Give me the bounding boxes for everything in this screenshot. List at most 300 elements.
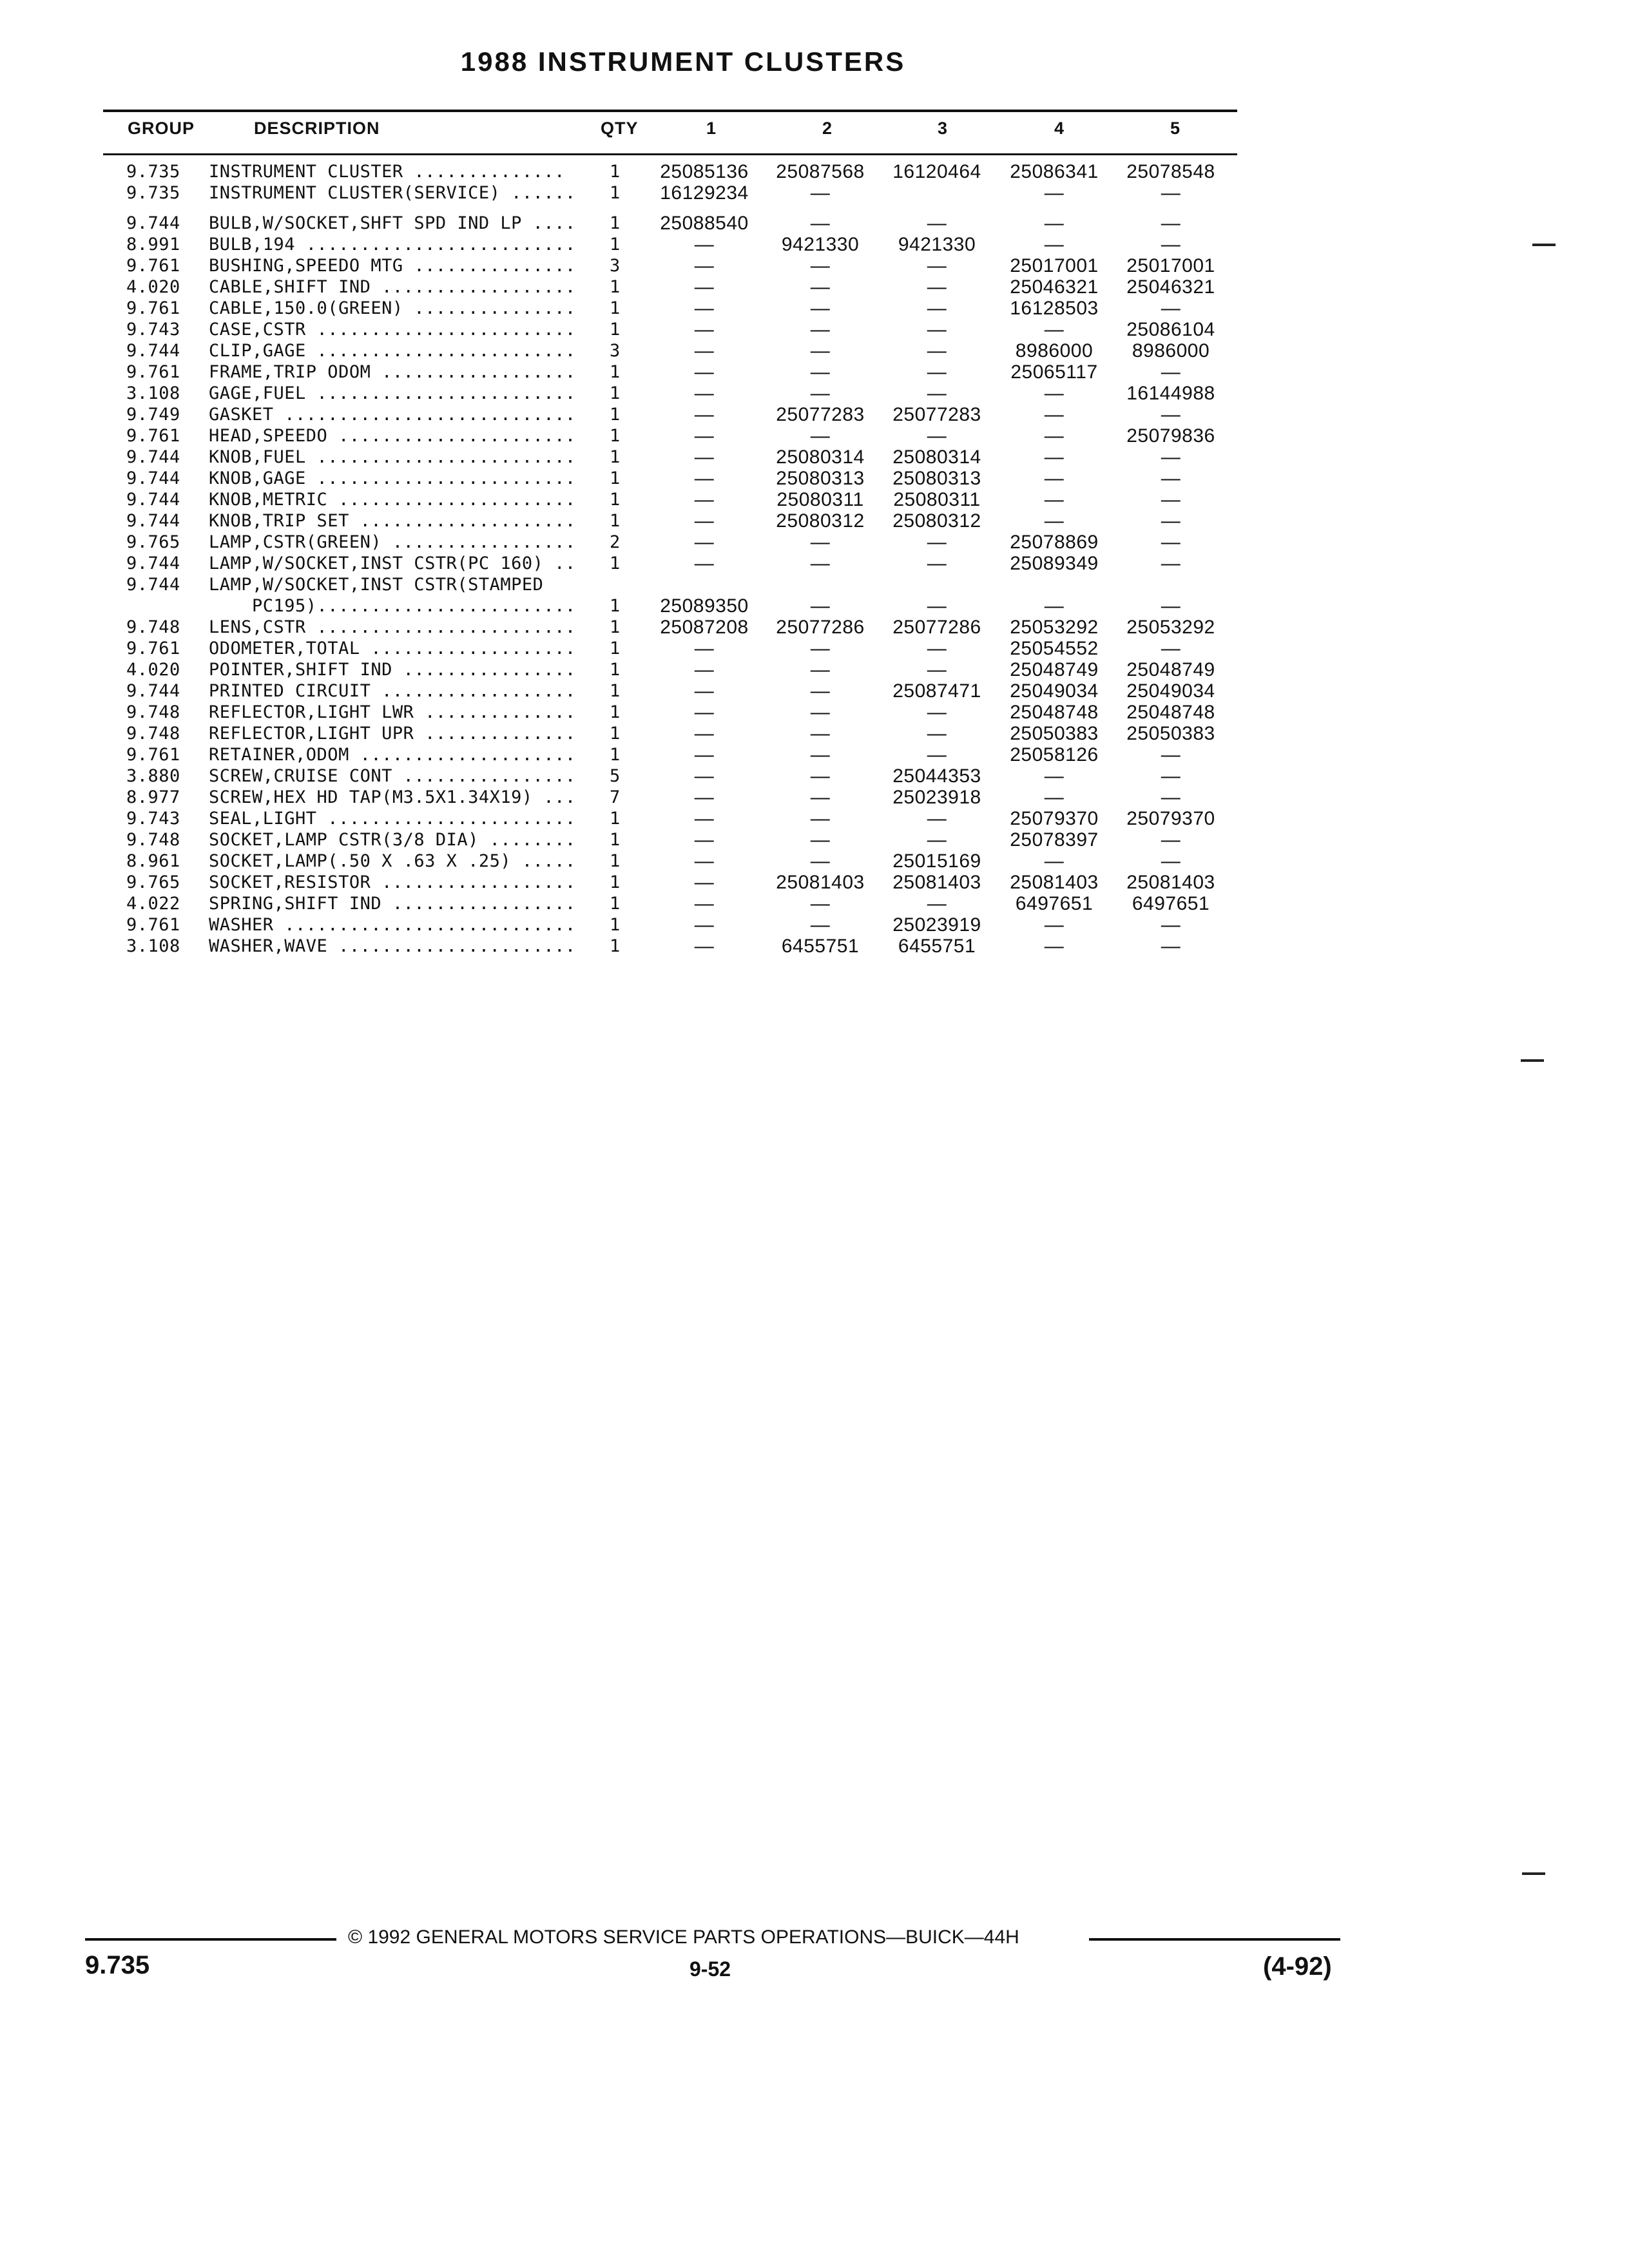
- qty-cell: 1: [610, 383, 621, 403]
- footer-page-number: 9-52: [689, 1957, 731, 1981]
- part-number-dash: —: [1044, 319, 1065, 340]
- description-cell: PRINTED CIRCUIT ..................: [209, 681, 576, 701]
- qty-cell: 1: [610, 724, 621, 744]
- part-number-cell: 25081403: [1126, 872, 1215, 893]
- part-number-dash: —: [927, 340, 947, 361]
- part-number-dash: —: [927, 595, 947, 617]
- part-number-dash: —: [1161, 361, 1181, 383]
- footer-date: (4-92): [1263, 1952, 1332, 1981]
- description-cell: RETAINER,ODOM ....................: [209, 745, 576, 765]
- table-row: [0, 213, 1629, 234]
- qty-cell: 1: [610, 660, 621, 680]
- header-top-rule: [103, 110, 1237, 112]
- part-number-cell: 25078548: [1126, 161, 1215, 182]
- part-number-cell: 25048749: [1010, 659, 1099, 680]
- description-cell: LAMP,CSTR(GREEN) .................: [209, 532, 576, 552]
- part-number-cell: 9421330: [781, 234, 860, 255]
- part-number-dash: —: [694, 659, 715, 680]
- part-number-cell: 16144988: [1126, 383, 1215, 404]
- qty-cell: 3: [610, 341, 621, 361]
- part-number-dash: —: [810, 298, 831, 319]
- group-cell: 9.744: [126, 213, 180, 233]
- part-number-dash: —: [1161, 234, 1181, 255]
- part-number-dash: —: [810, 829, 831, 850]
- qty-cell: 1: [610, 213, 621, 233]
- description-cell: KNOB,TRIP SET ....................: [209, 511, 576, 531]
- group-cell: 8.991: [126, 235, 180, 255]
- group-cell: 4.020: [126, 660, 180, 680]
- description-cell: BULB,W/SOCKET,SHFT SPD IND LP ....: [209, 213, 576, 233]
- description-cell: LAMP,W/SOCKET,INST CSTR(PC 160) ..: [209, 553, 576, 573]
- part-number-cell: 25023919: [892, 914, 981, 936]
- col-header-qty: QTY: [601, 119, 639, 138]
- part-number-cell: 25015169: [892, 850, 981, 872]
- part-number-dash: —: [810, 680, 831, 702]
- part-number-dash: —: [694, 340, 715, 361]
- description-cell: REFLECTOR,LIGHT LWR ..............: [209, 702, 576, 722]
- col-header-description: DESCRIPTION: [254, 119, 380, 138]
- group-cell: 9.765: [126, 532, 180, 552]
- group-cell: 9.735: [126, 162, 180, 182]
- part-number-dash: —: [694, 850, 715, 872]
- description-cell: INSTRUMENT CLUSTER(SERVICE) ......: [209, 183, 576, 203]
- part-number-dash: —: [694, 298, 715, 319]
- group-cell: 3.108: [126, 936, 180, 956]
- part-number-cell: 25049034: [1126, 680, 1215, 702]
- margin-mark: [1522, 1872, 1545, 1875]
- group-cell: 9.765: [126, 872, 180, 892]
- footer-copyright: © 1992 GENERAL MOTORS SERVICE PARTS OPERATIONS—BUICK—44H: [348, 1927, 1019, 1948]
- part-number-dash: —: [810, 595, 831, 617]
- qty-cell: 1: [610, 745, 621, 765]
- part-number-dash: —: [694, 255, 715, 276]
- part-number-cell: 25080313: [776, 468, 865, 489]
- table-row: [0, 182, 1629, 204]
- group-cell: 9.761: [126, 298, 180, 318]
- part-number-cell: 16120464: [892, 161, 981, 182]
- part-number-dash: —: [927, 638, 947, 659]
- part-number-dash: —: [810, 553, 831, 574]
- description-cell: INSTRUMENT CLUSTER ..............: [209, 162, 565, 182]
- part-number-cell: 25086341: [1010, 161, 1099, 182]
- part-number-dash: —: [1161, 404, 1181, 425]
- part-number-cell: 25077286: [892, 617, 981, 638]
- part-number-dash: —: [810, 765, 831, 787]
- row-spacer: [0, 204, 1629, 213]
- part-number-dash: —: [1161, 595, 1181, 617]
- part-number-cell: 6455751: [898, 936, 976, 957]
- group-cell: 3.108: [126, 383, 180, 403]
- part-number-cell: 8986000: [1132, 340, 1210, 361]
- part-number-cell: 25080314: [892, 447, 981, 468]
- part-number-cell: 25087208: [660, 617, 749, 638]
- part-number-dash: —: [1161, 638, 1181, 659]
- part-number-cell: 8986000: [1015, 340, 1094, 361]
- qty-cell: 1: [610, 830, 621, 850]
- part-number-cell: 25058126: [1010, 744, 1099, 765]
- table-row: [0, 425, 1629, 447]
- part-number-dash: —: [927, 893, 947, 914]
- part-number-dash: —: [694, 468, 715, 489]
- group-cell: 9.744: [126, 511, 180, 531]
- qty-cell: 1: [610, 702, 621, 722]
- qty-cell: 1: [610, 405, 621, 425]
- part-number-dash: —: [810, 532, 831, 553]
- part-number-cell: 6497651: [1132, 893, 1210, 914]
- group-cell: 9.743: [126, 809, 180, 829]
- description-cell: GASKET ...........................: [209, 405, 576, 425]
- qty-cell: 1: [610, 596, 621, 616]
- description-cell: SOCKET,LAMP CSTR(3/8 DIA) ........: [209, 830, 576, 850]
- part-number-dash: —: [927, 659, 947, 680]
- part-number-dash: —: [810, 808, 831, 829]
- group-cell: 9.744: [126, 447, 180, 467]
- part-number-dash: —: [810, 744, 831, 765]
- part-number-dash: —: [694, 893, 715, 914]
- part-number-cell: 25050383: [1126, 723, 1215, 744]
- part-number-cell: 16129234: [660, 182, 749, 204]
- part-number-dash: —: [927, 425, 947, 447]
- part-number-dash: —: [810, 638, 831, 659]
- part-number-dash: —: [1044, 447, 1065, 468]
- description-cell: SOCKET,RESISTOR ..................: [209, 872, 576, 892]
- qty-cell: 1: [610, 362, 621, 382]
- part-number-cell: 25089350: [660, 595, 749, 617]
- col-header-group: GROUP: [128, 119, 195, 138]
- group-cell: 9.761: [126, 256, 180, 276]
- part-number-dash: —: [694, 744, 715, 765]
- header-bottom-rule: [103, 153, 1237, 155]
- part-number-cell: 6497651: [1015, 893, 1094, 914]
- table-row: [0, 659, 1629, 680]
- part-number-dash: —: [927, 553, 947, 574]
- description-cell: CABLE,150.0(GREEN) ...............: [209, 298, 576, 318]
- qty-cell: 1: [610, 426, 621, 446]
- part-number-dash: —: [694, 532, 715, 553]
- part-number-cell: 25081403: [776, 872, 865, 893]
- footer-rule-right: [1089, 1938, 1340, 1941]
- part-number-dash: —: [1161, 213, 1181, 234]
- part-number-dash: —: [694, 319, 715, 340]
- qty-cell: 1: [610, 490, 621, 510]
- table-row: [0, 447, 1629, 468]
- part-number-dash: —: [927, 361, 947, 383]
- qty-cell: 1: [610, 468, 621, 488]
- table-row: [0, 553, 1629, 574]
- group-cell: 9.744: [126, 575, 180, 595]
- part-number-dash: —: [927, 213, 947, 234]
- group-cell: 9.761: [126, 639, 180, 658]
- table-row: [0, 936, 1629, 957]
- col-header-3: 3: [938, 119, 949, 138]
- qty-cell: 1: [610, 235, 621, 255]
- part-number-dash: —: [927, 744, 947, 765]
- description-cell: SPRING,SHIFT IND .................: [209, 894, 576, 914]
- table-row: [0, 489, 1629, 510]
- part-number-cell: 25080312: [776, 510, 865, 532]
- part-number-dash: —: [1161, 765, 1181, 787]
- qty-cell: 1: [610, 915, 621, 935]
- description-cell: POINTER,SHIFT IND ................: [209, 660, 576, 680]
- part-number-dash: —: [927, 319, 947, 340]
- qty-cell: 2: [610, 532, 621, 552]
- table-row: [0, 319, 1629, 340]
- part-number-dash: —: [1161, 489, 1181, 510]
- part-number-dash: —: [694, 829, 715, 850]
- part-number-cell: 9421330: [898, 234, 976, 255]
- part-number-cell: 25088540: [660, 213, 749, 234]
- qty-cell: 1: [610, 617, 621, 637]
- part-number-dash: —: [1161, 447, 1181, 468]
- part-number-dash: —: [1044, 489, 1065, 510]
- table-row: [0, 787, 1629, 808]
- qty-cell: 1: [610, 851, 621, 871]
- part-number-dash: —: [927, 808, 947, 829]
- part-number-dash: —: [810, 213, 831, 234]
- group-cell: 4.022: [126, 894, 180, 914]
- qty-cell: 1: [610, 320, 621, 340]
- part-number-dash: —: [694, 680, 715, 702]
- qty-cell: 1: [610, 809, 621, 829]
- description-cell: FRAME,TRIP ODOM ..................: [209, 362, 576, 382]
- part-number-cell: 25078869: [1010, 532, 1099, 553]
- part-number-dash: —: [694, 510, 715, 532]
- group-cell: 9.748: [126, 830, 180, 850]
- part-number-dash: —: [810, 361, 831, 383]
- part-number-dash: —: [1044, 936, 1065, 957]
- part-number-dash: —: [927, 255, 947, 276]
- part-number-cell: 25079836: [1126, 425, 1215, 447]
- col-header-2: 2: [822, 119, 833, 138]
- part-number-dash: —: [1044, 468, 1065, 489]
- description-cell: SOCKET,LAMP(.50 X .63 X .25) .....: [209, 851, 576, 871]
- part-number-cell: 25065117: [1010, 361, 1098, 383]
- qty-cell: 3: [610, 256, 621, 276]
- part-number-dash: —: [1161, 829, 1181, 850]
- part-number-dash: —: [810, 659, 831, 680]
- description-cell: KNOB,GAGE ........................: [209, 468, 576, 488]
- table-row: [0, 404, 1629, 425]
- table-row: [0, 161, 1629, 182]
- part-number-cell: 25081403: [1010, 872, 1099, 893]
- qty-cell: 1: [610, 553, 621, 573]
- description-cell: SCREW,CRUISE CONT ................: [209, 766, 576, 786]
- part-number-cell: 25085136: [660, 161, 749, 182]
- table-row: [0, 574, 1629, 617]
- table-row: [0, 298, 1629, 319]
- part-number-cell: 25049034: [1010, 680, 1099, 702]
- table-row: [0, 808, 1629, 829]
- part-number-dash: —: [694, 489, 715, 510]
- table-row: [0, 723, 1629, 744]
- part-number-dash: —: [810, 425, 831, 447]
- group-cell: 9.743: [126, 320, 180, 340]
- part-number-dash: —: [1161, 182, 1181, 204]
- part-number-cell: 25046321: [1010, 276, 1099, 298]
- part-number-cell: 25080313: [892, 468, 981, 489]
- part-number-dash: —: [810, 893, 831, 914]
- group-cell: 3.880: [126, 766, 180, 786]
- part-number-dash: —: [927, 532, 947, 553]
- part-number-cell: 25053292: [1010, 617, 1099, 638]
- part-number-dash: —: [810, 702, 831, 723]
- part-number-dash: —: [810, 787, 831, 808]
- table-row: [0, 850, 1629, 872]
- part-number-dash: —: [694, 553, 715, 574]
- description-cell: SEAL,LIGHT .......................: [209, 809, 576, 829]
- col-header-4: 4: [1054, 119, 1065, 138]
- qty-cell: 7: [610, 787, 621, 807]
- part-number-cell: 25048748: [1010, 702, 1099, 723]
- part-number-dash: —: [1161, 744, 1181, 765]
- table-row: [0, 510, 1629, 532]
- part-number-dash: —: [694, 872, 715, 893]
- part-number-dash: —: [1161, 532, 1181, 553]
- part-number-dash: —: [694, 425, 715, 447]
- part-number-dash: —: [694, 787, 715, 808]
- part-number-dash: —: [694, 702, 715, 723]
- part-number-dash: —: [1044, 425, 1065, 447]
- group-cell: 9.735: [126, 183, 180, 203]
- part-number-cell: 25089349: [1010, 553, 1099, 574]
- col-header-1: 1: [706, 119, 717, 138]
- part-number-cell: 25079370: [1126, 808, 1215, 829]
- description-cell: LAMP,W/SOCKET,INST CSTR(STAMPED PC195)........................: [209, 575, 576, 616]
- part-number-dash: —: [1161, 936, 1181, 957]
- qty-cell: 1: [610, 872, 621, 892]
- part-number-cell: 25080314: [776, 447, 865, 468]
- part-number-dash: —: [927, 383, 947, 404]
- part-number-cell: 25078397: [1010, 829, 1099, 850]
- part-number-dash: —: [810, 383, 831, 404]
- part-number-dash: —: [694, 383, 715, 404]
- part-number-dash: —: [1161, 914, 1181, 936]
- table-row: [0, 532, 1629, 553]
- description-cell: REFLECTOR,LIGHT UPR ..............: [209, 724, 576, 744]
- part-number-dash: —: [810, 850, 831, 872]
- footer-section: 9.735: [85, 1951, 150, 1979]
- part-number-cell: 25054552: [1010, 638, 1099, 659]
- part-number-dash: —: [694, 447, 715, 468]
- footer-rule-left: [85, 1938, 336, 1941]
- group-cell: 4.020: [126, 277, 180, 297]
- col-header-5: 5: [1170, 119, 1181, 138]
- description-cell: ODOMETER,TOTAL ...................: [209, 639, 576, 658]
- part-number-dash: —: [1044, 850, 1065, 872]
- qty-cell: 1: [610, 894, 621, 914]
- part-number-dash: —: [1161, 787, 1181, 808]
- part-number-dash: —: [1044, 765, 1065, 787]
- qty-cell: 1: [610, 447, 621, 467]
- part-number-dash: —: [694, 936, 715, 957]
- part-number-dash: —: [1044, 383, 1065, 404]
- part-number-dash: —: [810, 319, 831, 340]
- group-cell: 9.761: [126, 915, 180, 935]
- table-row: [0, 276, 1629, 298]
- part-number-dash: —: [694, 765, 715, 787]
- part-number-dash: —: [694, 276, 715, 298]
- part-number-dash: —: [1044, 213, 1065, 234]
- part-number-dash: —: [810, 255, 831, 276]
- part-number-dash: —: [694, 404, 715, 425]
- part-number-dash: —: [1044, 787, 1065, 808]
- group-cell: 9.744: [126, 681, 180, 701]
- part-number-dash: —: [927, 276, 947, 298]
- part-number-cell: 25081403: [892, 872, 981, 893]
- qty-cell: 1: [610, 511, 621, 531]
- part-number-dash: —: [694, 808, 715, 829]
- group-cell: 8.977: [126, 787, 180, 807]
- description-cell: CLIP,GAGE ........................: [209, 341, 576, 361]
- part-number-dash: —: [927, 723, 947, 744]
- description-cell: LENS,CSTR ........................: [209, 617, 576, 637]
- description-cell: CABLE,SHIFT IND ..................: [209, 277, 576, 297]
- part-number-cell: 25079370: [1010, 808, 1099, 829]
- group-cell: 9.761: [126, 426, 180, 446]
- description-cell: WASHER,WAVE ......................: [209, 936, 576, 956]
- group-cell: 9.744: [126, 553, 180, 573]
- part-number-cell: 25017001: [1010, 255, 1099, 276]
- description-cell: SCREW,HEX HD TAP(M3.5X1.34X19) ...: [209, 787, 576, 807]
- group-cell: 9.748: [126, 702, 180, 722]
- part-number-cell: 25077283: [776, 404, 865, 425]
- part-number-cell: 25087568: [776, 161, 865, 182]
- part-number-cell: 25048749: [1126, 659, 1215, 680]
- part-number-dash: —: [1044, 182, 1065, 204]
- part-number-dash: —: [1044, 595, 1065, 617]
- part-number-dash: —: [810, 914, 831, 936]
- part-number-dash: —: [694, 723, 715, 744]
- group-cell: 9.748: [126, 724, 180, 744]
- part-number-cell: 25050383: [1010, 723, 1099, 744]
- margin-mark: [1532, 244, 1556, 246]
- part-number-dash: —: [694, 234, 715, 255]
- part-number-dash: —: [694, 361, 715, 383]
- table-row: [0, 255, 1629, 276]
- table-row: [0, 617, 1629, 638]
- parts-table: [0, 161, 1629, 957]
- description-cell: KNOB,METRIC ......................: [209, 490, 576, 510]
- group-cell: 9.744: [126, 468, 180, 488]
- part-number-dash: —: [694, 914, 715, 936]
- table-row: [0, 872, 1629, 893]
- table-row: [0, 468, 1629, 489]
- description-cell: GAGE,FUEL ........................: [209, 383, 576, 403]
- part-number-dash: —: [1044, 234, 1065, 255]
- part-number-cell: 25087471: [892, 680, 981, 702]
- qty-cell: 1: [610, 681, 621, 701]
- group-cell: 9.761: [126, 362, 180, 382]
- qty-cell: 1: [610, 183, 621, 203]
- table-row: [0, 340, 1629, 361]
- table-row: [0, 638, 1629, 659]
- table-row: [0, 234, 1629, 255]
- description-cell: BULB,194 .........................: [209, 235, 576, 255]
- part-number-cell: 25080312: [892, 510, 981, 532]
- group-cell: 9.744: [126, 341, 180, 361]
- part-number-cell: 25086104: [1126, 319, 1215, 340]
- part-number-cell: 25017001: [1126, 255, 1215, 276]
- table-row: [0, 680, 1629, 702]
- group-cell: 9.748: [126, 617, 180, 637]
- part-number-dash: —: [1044, 404, 1065, 425]
- part-number-cell: 25044353: [892, 765, 981, 787]
- table-row: [0, 765, 1629, 787]
- group-cell: 9.761: [126, 745, 180, 765]
- table-row: [0, 744, 1629, 765]
- part-number-dash: —: [810, 723, 831, 744]
- part-number-dash: —: [1161, 553, 1181, 574]
